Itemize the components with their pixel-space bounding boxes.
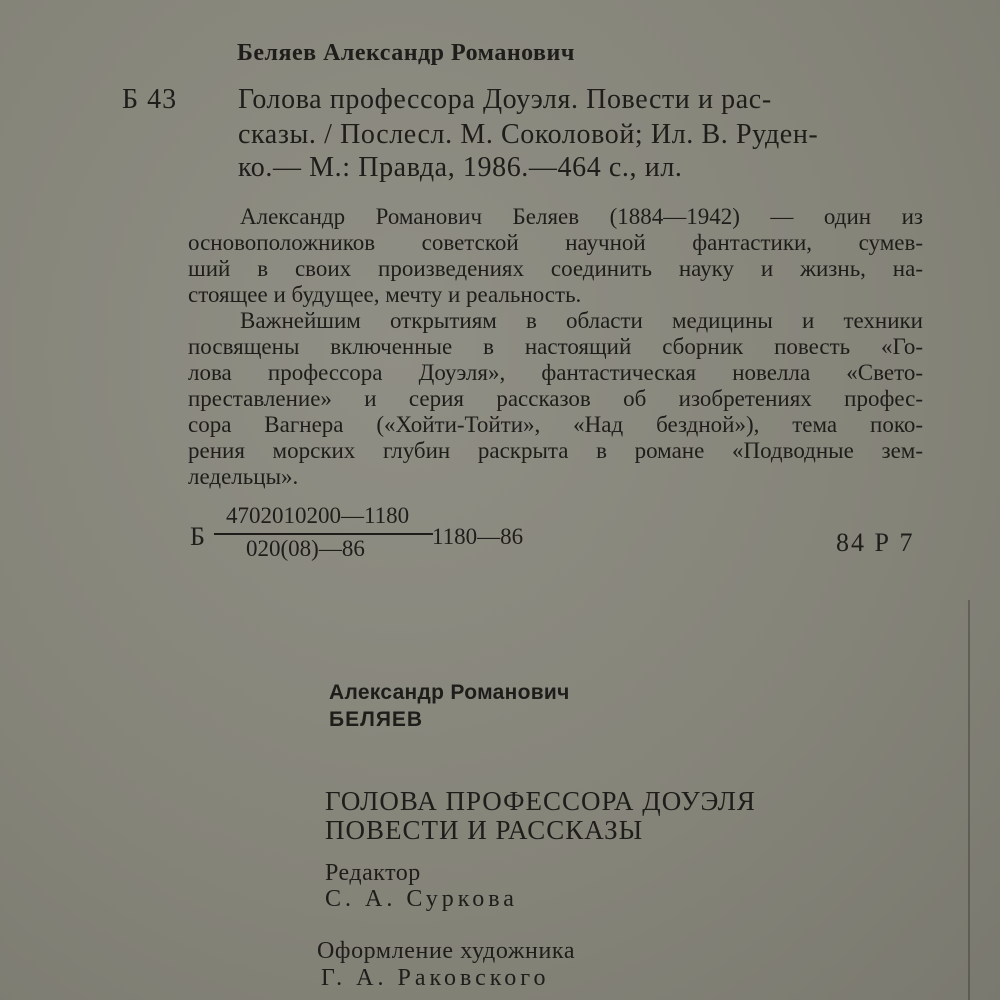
annotation-line: сора Вагнера («Хойти-Тойти», «Над бездной»), тема поко-: [188, 412, 923, 437]
imprint-author-name: Александр Романович: [329, 681, 570, 704]
bbk-right-number: 1180—86: [432, 524, 524, 549]
catalog-author-heading: Беляев Александр Романович: [237, 40, 575, 66]
page-edge-shadow: [968, 600, 970, 1000]
annotation-line: ледельцы».: [188, 464, 299, 489]
annotation-line: основоположников советской научной фантастики, сумев-: [188, 230, 923, 255]
bibliographic-line: Голова профессора Доуэля. Повести и рас-: [238, 84, 772, 115]
imprint-editor-label: Редактор: [325, 860, 421, 886]
bbk-denominator: 020(08)—86: [246, 536, 365, 561]
imprint-editor-name: С. А. Суркова: [325, 886, 518, 912]
bibliographic-line: ко.— М.: Правда, 1986.—464 с., ил.: [238, 152, 683, 183]
bbk-code: 84 Р 7: [836, 528, 915, 557]
annotation-line: Важнейшим открытиям в области медицины и техники: [240, 308, 923, 333]
imprint-subtitle: ПОВЕСТИ И РАССКАЗЫ: [325, 815, 644, 845]
bbk-numerator: 4702010200—1180: [226, 503, 410, 528]
annotation-line: ший в своих произведениях соединить науку и жизнь, на-: [188, 256, 923, 281]
imprint-author-surname: БЕЛЯЕВ: [329, 708, 424, 731]
imprint-title: ГОЛОВА ПРОФЕССОРА ДОУЭЛЯ: [325, 786, 756, 816]
bibliographic-line: сказы. / Послесл. М. Соколовой; Ил. В. Руден-: [238, 119, 819, 150]
bbk-letter: Б: [190, 522, 205, 551]
annotation-line: Александр Романович Беляев (1884—1942) — один из: [240, 204, 923, 229]
imprint-artist-label: Оформление художника: [317, 938, 576, 964]
annotation-line: лова профессора Доуэля», фантастическая новелла «Свето-: [188, 360, 923, 385]
imprint-artist-name: Г. А. Раковского: [321, 965, 550, 991]
catalog-index: Б 43: [122, 84, 178, 115]
annotation-line: посвящены включенные в настоящий сборник повесть «Го-: [188, 334, 923, 359]
annotation-line: преставление» и серия рассказов об изобретениях профес-: [188, 386, 923, 411]
bbk-fraction-rule: [214, 533, 433, 535]
annotation-line: стоящее и будущее, мечту и реальность.: [188, 282, 582, 307]
annotation-line: рения морских глубин раскрыта в романе «Подводные зем-: [188, 438, 923, 463]
